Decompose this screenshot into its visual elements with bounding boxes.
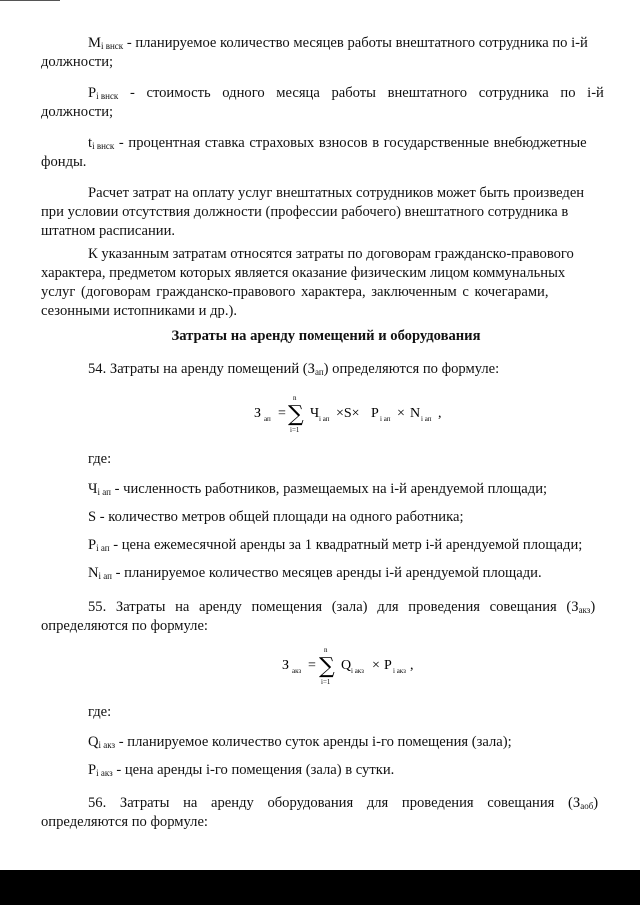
def-t-vnsk-line1 — [88, 134, 587, 156]
def-symbol: Ч — [88, 481, 98, 497]
item56-line2: определяются по формуле: — [41, 814, 208, 830]
f54-times2: × — [397, 406, 405, 421]
f54-eq: = — [278, 406, 286, 421]
item54-def-1 — [88, 508, 464, 530]
def-subscript: i внск — [100, 41, 124, 51]
def-subscript: i внск — [92, 141, 115, 151]
f54-t1: Ч — [310, 406, 320, 421]
para-contracts-line2: характера, предметом которых является оказание физическим лицом коммунальных — [41, 265, 566, 281]
f55-t1-sub: i акз — [351, 667, 364, 675]
f55-lhs: З — [282, 658, 290, 673]
def-symbol: P — [88, 762, 97, 778]
formula-54-svg — [88, 392, 612, 440]
f54-sigma: ∑ — [288, 402, 304, 427]
para-contracts-line1: К указанным затратам относятся затраты по договорам гражданско-правового — [88, 246, 574, 262]
f55-sum-bottom: i=1 — [321, 678, 331, 686]
def-symbol: Q — [88, 734, 99, 750]
def-subscript: i внск — [96, 91, 119, 101]
def-text: - планируемое количество суток аренды i-го помещения (зала); — [115, 734, 512, 750]
def-subscript: i ап — [97, 487, 111, 497]
def-text: - цена ежемесячной аренды за 1 квадратный метр i-й арендуемой площади; — [109, 537, 583, 553]
def-symbol: M — [88, 35, 101, 51]
f54-end: , — [438, 406, 442, 421]
item54-def-2 — [88, 536, 582, 558]
def-symbol: P — [88, 537, 97, 553]
def-text: - стоимость одного месяца работы внештатного сотрудника по i-й — [118, 85, 604, 101]
f55-sum-top: n — [324, 646, 328, 654]
item56-line1-sub: аоб — [580, 801, 594, 811]
f54-t3: N — [410, 406, 421, 421]
f54-t2: P — [371, 406, 379, 421]
def-m-vnsk-line1-text — [88, 34, 588, 56]
item54-intro-post: ) определяются по формуле: — [323, 361, 500, 377]
f55-eq: = — [308, 658, 316, 673]
item55-def-1 — [88, 761, 394, 783]
def-symbol: P — [88, 85, 97, 101]
formula-55 — [88, 644, 612, 690]
def-text: - численность работников, размещаемых на i-й арендуемой площади; — [110, 481, 548, 497]
f54-lhs: З — [254, 406, 262, 421]
def-symbol: t — [88, 135, 93, 151]
item55-line1-post: ) — [590, 599, 596, 615]
scan-bottom-border — [0, 870, 640, 905]
def-text: - планируемое количество месяцев аренды i-й арендуемой площади. — [112, 565, 542, 581]
def-p-vnsk-line2: должности; — [41, 104, 114, 120]
item55-line1-pre: 55. Затраты на аренду помещения (зала) для проведения совещания (З — [88, 599, 579, 615]
item54-intro — [88, 360, 499, 382]
para-calc-line2: при условии отсутствия должности (профессии рабочего) внештатного сотрудника в — [41, 204, 569, 220]
item55-line1-sub: акз — [578, 605, 591, 615]
def-t-vnsk-line2: фонды. — [41, 154, 87, 170]
f54-lhs-sub: ап — [264, 415, 271, 423]
def-text: - цена аренды i-го помещения (зала) в сутки. — [112, 762, 395, 778]
item54-intro-pre: 54. Затраты на аренду помещений (З — [88, 361, 315, 377]
def-p-vnsk-line1 — [88, 84, 604, 106]
def-symbol: S — [88, 509, 97, 525]
f54-times1: ×S× — [336, 406, 360, 421]
def-subscript: i акз — [96, 768, 113, 778]
para-contracts-line4: сезонными истопниками и др.). — [41, 303, 237, 319]
def-m-vnsk-line2: должности; — [41, 54, 114, 70]
para-calc-line1: Расчет затрат на оплату услуг внештатных сотрудников может быть произведен — [88, 185, 585, 201]
top-edge-rule — [0, 0, 60, 1]
def-subscript: i ап — [98, 571, 112, 581]
def-symbol: N — [88, 565, 99, 581]
para-contracts-line3: услуг (договорам гражданско-правового характера, заключенным с кочегарами, — [41, 284, 549, 300]
item55-def-0 — [88, 733, 512, 755]
f55-times1: × — [372, 658, 380, 673]
formula-54 — [88, 392, 612, 438]
formula-55-svg — [88, 644, 612, 692]
item54-where: где: — [88, 451, 112, 467]
f54-t2-sub: i ап — [380, 415, 391, 423]
def-subscript: i акз — [98, 740, 116, 750]
f54-sum-top: n — [293, 394, 297, 402]
item54-intro-sub: ап — [314, 367, 324, 377]
item56-line1-post: ) — [593, 795, 599, 811]
item55-where: где: — [88, 704, 112, 720]
def-text: - планируемое количество месяцев работы внештатного сотрудника по i-й — [123, 35, 588, 51]
def-text: - количество метров общей площади на одного работника; — [96, 509, 464, 525]
f55-sigma: ∑ — [319, 654, 335, 679]
item55-line2: определяются по формуле: — [41, 618, 208, 634]
f54-t3-sub: i ап — [421, 415, 432, 423]
def-text: - процентная ставка страховых взносов в государственные внебюджетные — [114, 135, 587, 151]
f55-t2-sub: i акз — [393, 667, 406, 675]
f55-t1: Q — [341, 658, 352, 673]
section-heading: Затраты на аренду помещений и оборудования — [171, 328, 481, 344]
f54-sum-bottom: i=1 — [290, 426, 300, 434]
item54-def-3 — [88, 564, 542, 586]
item56-line1-pre: 56. Затраты на аренду оборудования для проведения совещания (З — [88, 795, 581, 811]
f54-t1-sub: i ап — [319, 415, 330, 423]
f55-end: , — [410, 658, 414, 673]
f55-t2: P — [384, 658, 392, 673]
def-subscript: i ап — [96, 543, 110, 553]
para-calc-line3: штатном расписании. — [41, 223, 176, 239]
f55-lhs-sub: акз — [292, 667, 302, 675]
item54-def-0 — [88, 480, 547, 502]
